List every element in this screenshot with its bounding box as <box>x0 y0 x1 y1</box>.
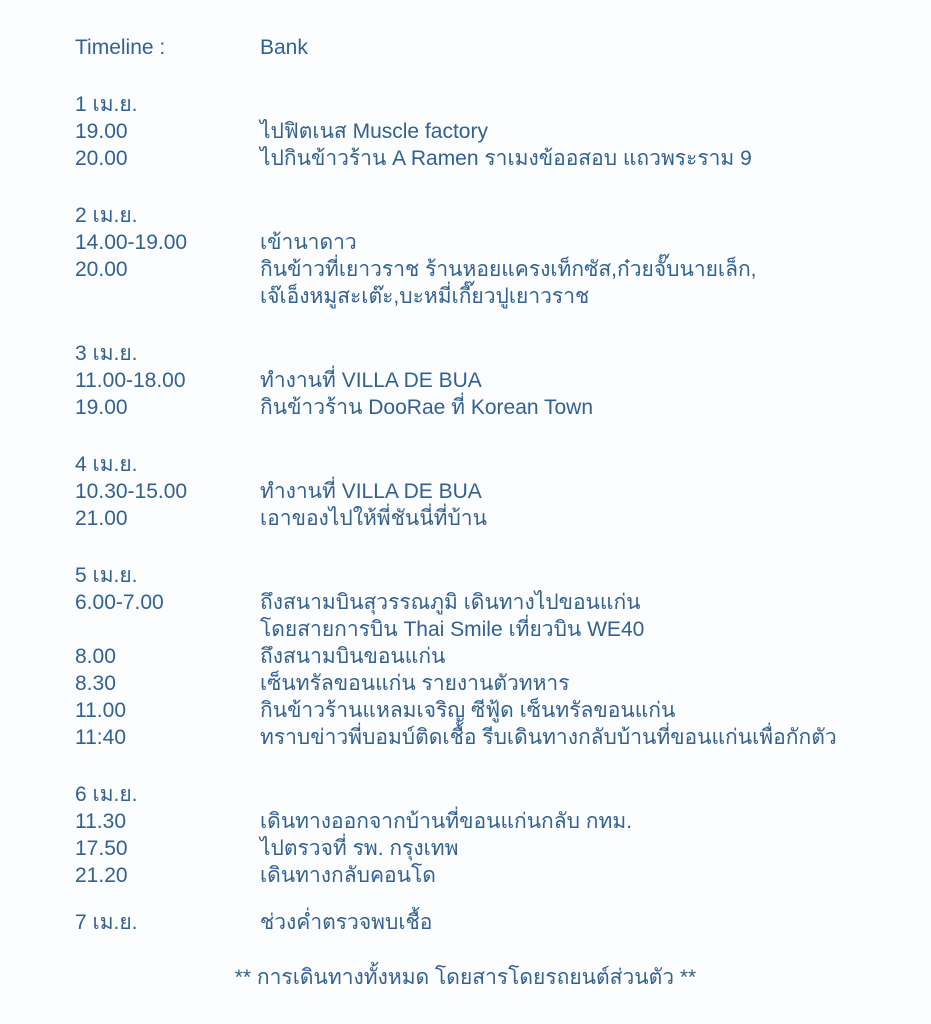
day-date: 6 เม.ย. <box>75 783 138 806</box>
day-date-row <box>75 781 901 808</box>
timeline-label: Timeline : <box>75 36 166 59</box>
day-section <box>75 202 901 310</box>
event-desc-line: ถึงสนามบินขอนแก่น <box>260 645 446 668</box>
day-date: 5 เม.ย. <box>75 564 138 587</box>
header-row <box>75 34 901 61</box>
event-desc-line: โดยสายการบิน Thai Smile เที่ยวบิน WE40 <box>260 618 645 641</box>
event-desc-line: เข้านาดาว <box>260 231 357 254</box>
event-desc <box>260 229 901 256</box>
event-time: 8.30 <box>75 672 116 695</box>
event-desc <box>260 835 901 862</box>
event-row <box>75 697 901 724</box>
day-section <box>75 909 901 936</box>
event-desc-line: เอาของไปให้พี่ชันนี่ที่บ้าน <box>260 507 487 530</box>
day-date: 7 เม.ย. <box>75 911 138 934</box>
event-row <box>75 589 901 643</box>
event-desc-line: ทราบข่าวพี่บอมบ์ติดเชื้อ รีบเดินทางกลับบ้านที่ขอนแก่นเพื่อกักตัว <box>260 726 837 749</box>
day-date: 4 เม.ย. <box>75 453 138 476</box>
event-row <box>75 808 901 835</box>
event-desc-line: กินข้าวร้าน DooRae ที่ Korean Town <box>260 396 594 419</box>
event-desc-line: เดินทางกลับคอนโด <box>260 864 436 887</box>
event-time: 11.00-18.00 <box>75 369 186 392</box>
person-name: Bank <box>260 36 308 59</box>
event-row <box>75 256 901 310</box>
event-desc <box>260 367 901 394</box>
event-row <box>75 145 901 172</box>
event-desc <box>260 808 901 835</box>
event-time: 19.00 <box>75 396 128 419</box>
event-desc <box>260 478 901 505</box>
event-time: 11.30 <box>75 810 126 833</box>
event-desc-line: ทำงานที่ VILLA DE BUA <box>260 369 482 392</box>
event-desc <box>260 256 901 310</box>
day-section <box>75 562 901 751</box>
event-desc-line: ไปตรวจที่ รพ. กรุงเทพ <box>260 837 459 860</box>
event-row <box>75 862 901 889</box>
event-time: 19.00 <box>75 120 128 143</box>
event-row <box>75 724 901 751</box>
event-row <box>75 835 901 862</box>
day-date-row <box>75 91 901 118</box>
event-desc <box>260 697 901 724</box>
day-date: 3 เม.ย. <box>75 342 138 365</box>
day-date-row <box>75 562 901 589</box>
day-date: 1 เม.ย. <box>75 93 138 116</box>
event-row <box>75 478 901 505</box>
event-desc <box>260 643 901 670</box>
day-section <box>75 340 901 421</box>
event-time: 14.00-19.00 <box>75 231 188 254</box>
event-desc <box>260 589 901 643</box>
event-desc <box>260 724 901 751</box>
event-desc-line: ไปกินข้าวร้าน A Ramen ราเมงข้ออสอบ แถวพระราม 9 <box>260 147 752 170</box>
event-row <box>75 118 901 145</box>
event-time: 20.00 <box>75 147 128 170</box>
day-date-row <box>75 202 901 229</box>
event-desc-line: กินข้าวที่เยาวราช ร้านหอยแครงเท็กซัส,ก๋วยจั๊บนายเล็ก, <box>260 258 757 281</box>
event-row <box>75 367 901 394</box>
event-desc-line: ไปฟิตเนส Muscle factory <box>260 120 488 143</box>
event-row <box>75 229 901 256</box>
day-date: 2 เม.ย. <box>75 204 138 227</box>
event-time: 8.00 <box>75 645 116 668</box>
day-date-row <box>75 340 901 367</box>
timeline-days <box>75 91 901 936</box>
day-section <box>75 91 901 172</box>
event-desc <box>260 505 901 532</box>
day-section <box>75 451 901 532</box>
event-time: 20.00 <box>75 258 128 281</box>
event-desc-line: เจ๊เอ็งหมูสะเต๊ะ,บะหมี่เกี๊ยวปูเยาวราช <box>260 285 590 308</box>
event-desc <box>260 118 901 145</box>
event-desc-line: ทำงานที่ VILLA DE BUA <box>260 480 482 503</box>
event-row <box>75 643 901 670</box>
event-time: 21.20 <box>75 864 128 887</box>
event-row <box>75 394 901 421</box>
event-desc-line: เซ็นทรัลขอนแก่น รายงานตัวทหาร <box>260 672 570 695</box>
day-date-row <box>75 909 901 936</box>
event-time: 11:40 <box>75 726 126 749</box>
event-time: 6.00-7.00 <box>75 591 164 614</box>
event-desc-line: กินข้าวร้านแหลมเจริญ ซีฟู้ด เซ็นทรัลขอนแก่น <box>260 699 676 722</box>
event-desc <box>260 670 901 697</box>
event-row <box>75 505 901 532</box>
event-desc-line: เดินทางออกจากบ้านที่ขอนแก่นกลับ กทม. <box>260 810 633 833</box>
event-desc <box>260 145 901 172</box>
event-time: 10.30-15.00 <box>75 480 188 503</box>
event-time: 11.00 <box>75 699 126 722</box>
day-date-desc: ช่วงค่ำตรวจพบเชื้อ <box>260 911 433 934</box>
day-date-row <box>75 451 901 478</box>
event-desc <box>260 862 901 889</box>
event-time: 21.00 <box>75 507 128 530</box>
footer-note: ** การเดินทางทั้งหมด โดยสารโดยรถยนต์ส่วนตัว ** <box>234 966 697 989</box>
day-section <box>75 781 901 889</box>
event-desc-line: ถึงสนามบินสุวรรณภูมิ เดินทางไปขอนแก่น <box>260 591 641 614</box>
event-time: 17.50 <box>75 837 128 860</box>
event-desc <box>260 394 901 421</box>
event-row <box>75 670 901 697</box>
